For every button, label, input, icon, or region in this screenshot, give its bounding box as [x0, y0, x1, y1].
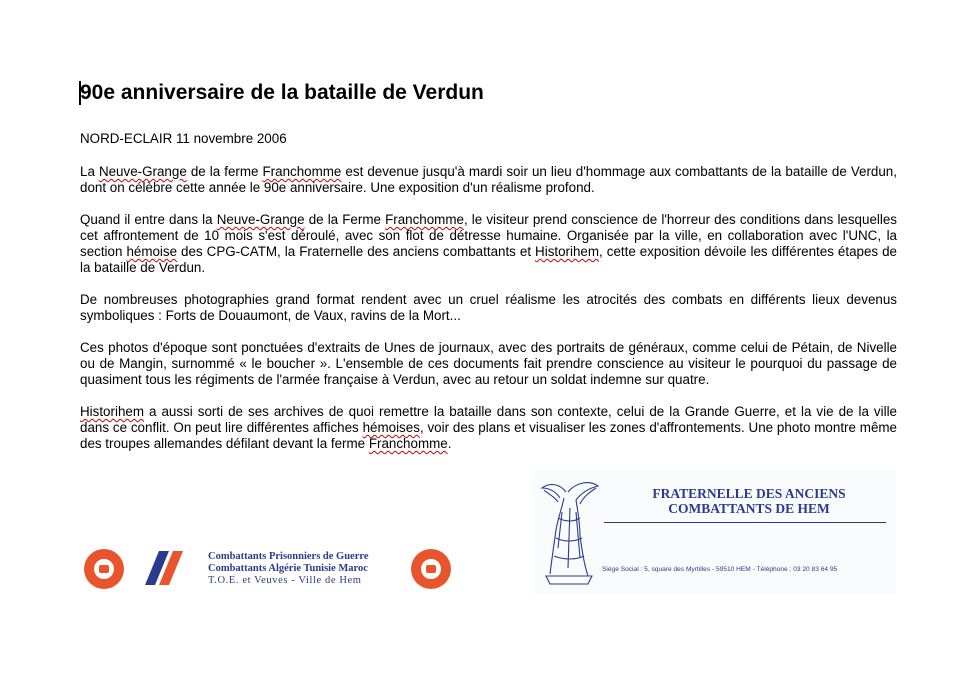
spellcheck-word[interactable]: Neuve-Grange — [98, 164, 187, 179]
text-run: , le visiteur prend conscience de l'horreur des conditions dans lesquelles cet affrontement de 10 mois s'est déroulé, avec son flot de détresse humaine. Organisée par la ville, en collaboration avec l'UNC, la section — [80, 212, 897, 259]
text-run: est devenue jusqu'à mardi soir un lieu d'hommage aux combattants de la bataille de Verdun, dont on célèbre cette année le 90e anniversaire. Une exposition d'un réalisme profond. — [80, 164, 897, 195]
text-run: , voir des plans et visualiser les zones d'affrontements. Une photo montre même des troupes allemandes défilant devant la ferme — [80, 420, 897, 451]
text-run: de la ferme — [186, 164, 263, 179]
winged-victory-statue-icon — [536, 478, 602, 588]
spellcheck-word[interactable]: hémoises — [362, 420, 420, 435]
catm-seal-icon — [411, 549, 451, 589]
text-run: , cette exposition dévoile les différentes étapes de la bataille de Verdun. — [80, 244, 898, 275]
spellcheck-word[interactable]: hémoise — [126, 244, 178, 259]
text-run: Quand il entre dans la — [80, 212, 217, 227]
spellcheck-word[interactable]: Neuve-Grange — [216, 212, 305, 227]
fraternelle-title — [604, 486, 894, 516]
text-run: des CPG-CATM, la Fraternelle des anciens combattants et — [177, 244, 536, 259]
paragraph-2[interactable] — [80, 212, 897, 276]
paragraph-4[interactable]: Ces photos d'époque sont ponctuées d'extraits de Unes de journaux, avec des portraits de généraux, comme celui de Pétain, de Nivelle ou de Mangin, surnommé « le boucher ». L'ensemble de ces documents fait prendre conscience au visiteur le pourquoi du passage de quasiment tous les régiments de l'armée française à Verdun, avec au retour un soldat indemne sur quatre. — [80, 340, 897, 387]
text-run: La — [80, 164, 99, 179]
spellcheck-word[interactable]: Franchomme — [385, 212, 464, 227]
fraternelle-logo — [532, 470, 896, 594]
cpg-seal-icon — [84, 549, 124, 589]
title-line-2: COMBATTANTS DE HEM — [668, 501, 830, 516]
article-body[interactable] — [80, 164, 897, 468]
cpg-catm-logo — [80, 545, 455, 593]
cpg-catm-text — [208, 551, 369, 587]
article-title[interactable]: 90e anniversaire de la bataille de Verdun — [80, 81, 484, 104]
logo-line-2: Combattants Algérie Tunisie Maroc — [208, 563, 368, 574]
logo-line-3: T.O.E. et Veuves - Ville de Hem — [208, 575, 362, 586]
text-run: de la Ferme — [304, 212, 386, 227]
seal-center — [426, 565, 436, 573]
divider — [604, 522, 886, 523]
fraternelle-address: Siège Social : 5, square des Myrtilles - 59510 HEM - Téléphone : 03 20 83 64 95 — [602, 566, 838, 573]
title-line-1: FRATERNELLE DES ANCIENS — [652, 486, 846, 501]
text-run: . — [447, 436, 452, 451]
seal-center — [99, 565, 109, 573]
spellcheck-word[interactable]: Historihem — [535, 244, 600, 259]
paragraph-3[interactable]: De nombreuses photographies grand format rendent avec un cruel réalisme les atrocités des combats en différents lieux devenus symboliques : Forts de Douaumont, de Vaux, ravins de la Mort... — [80, 292, 897, 323]
article-source[interactable]: NORD-ECLAIR 11 novembre 2006 — [80, 131, 287, 146]
stripes-icon — [145, 551, 195, 585]
spellcheck-word[interactable]: Franchomme — [262, 164, 342, 179]
paragraph-5[interactable] — [80, 404, 897, 452]
spellcheck-word[interactable]: Franchomme — [368, 436, 448, 451]
spellcheck-word[interactable]: Historihem — [80, 404, 144, 419]
logo-line-1: Combattants Prisonniers de Guerre — [208, 551, 369, 562]
paragraph-1[interactable] — [80, 164, 897, 196]
text-run: a aussi sorti de ses archives de quoi remettre la bataille dans son contexte, celui de la Grande Guerre, et la vie de la ville dans ce conflit. On peut lire différentes affiches — [80, 404, 897, 435]
